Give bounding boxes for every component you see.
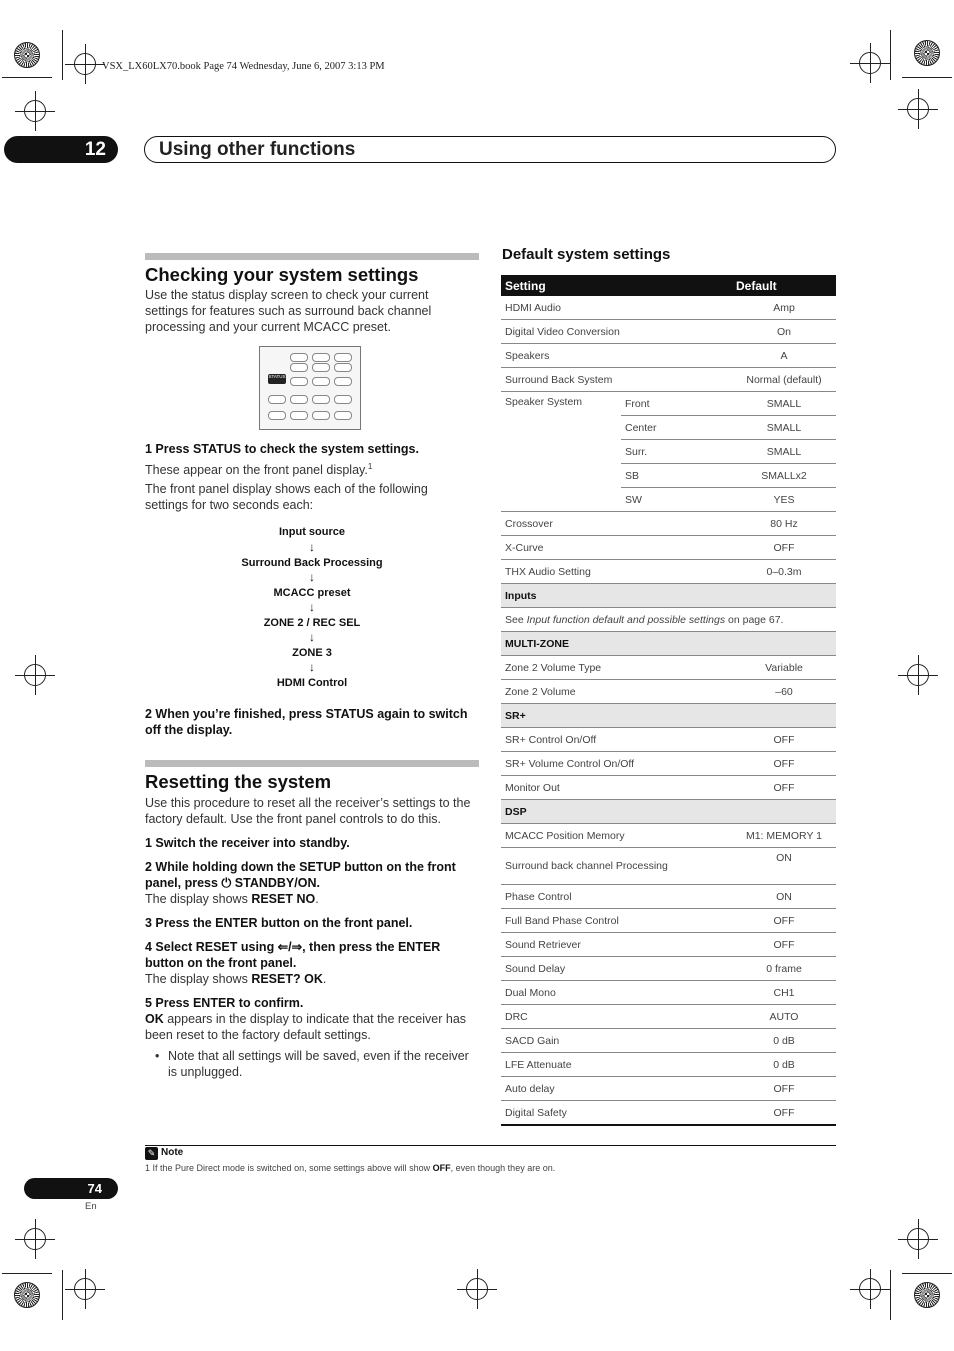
registration-sun-icon xyxy=(14,1282,40,1308)
bullet-icon: • xyxy=(155,1049,160,1063)
flow-item: Input source xyxy=(278,526,345,538)
pencil-note-icon: ✎ xyxy=(145,1147,158,1160)
reset-step-4: 4 Select RESET using ⇐/⇒, then press the ENTER button on the front panel. xyxy=(145,940,441,970)
section-row-multizone: MULTI-ZONE xyxy=(501,632,836,656)
table-row: Zone 2 Volume –60 xyxy=(501,680,836,704)
crosshair-icon xyxy=(24,1228,46,1250)
note-label: Note xyxy=(161,1147,184,1158)
table-row: SR+ Control On/Off OFF xyxy=(501,728,836,752)
note-divider xyxy=(145,1145,836,1146)
table-row: Speakers A xyxy=(501,344,836,368)
section-intro: Use the status display screen to check your current settings for features such as surround back channel processing and your current MCACC preset. xyxy=(145,288,432,334)
crosshair-icon xyxy=(859,52,881,74)
language-label: En xyxy=(85,1201,97,1212)
down-arrow-icon: ↓ xyxy=(309,660,315,674)
flow-item: ZONE 3 xyxy=(292,647,332,659)
flow-item: Surround Back Processing xyxy=(241,557,383,569)
crop-mark xyxy=(890,30,891,80)
down-arrow-icon: ↓ xyxy=(309,570,315,584)
crosshair-icon xyxy=(907,664,929,686)
reset-step-2-text: The display shows RESET NO. xyxy=(145,892,319,906)
crosshair-icon xyxy=(466,1278,488,1300)
crosshair-icon xyxy=(907,98,929,120)
table-row: DRC AUTO xyxy=(501,1005,836,1029)
crop-mark xyxy=(902,77,952,78)
flow-item: MCACC preset xyxy=(273,587,351,599)
crop-mark xyxy=(62,30,63,80)
table-row: Sound Delay 0 frame xyxy=(501,957,836,981)
crosshair-icon xyxy=(907,1228,929,1250)
flow-item: HDMI Control xyxy=(276,677,348,689)
crosshair-icon xyxy=(859,1278,881,1300)
registration-sun-icon xyxy=(914,1282,940,1308)
table-row: Sound Retriever OFF xyxy=(501,933,836,957)
table-row: MCACC Position Memory M1: MEMORY 1 xyxy=(501,824,836,848)
page-number: 74 xyxy=(24,1178,118,1199)
table-title: Default system settings xyxy=(502,246,671,263)
table-row: Zone 2 Volume Type Variable xyxy=(501,656,836,680)
table-row: HDMI Audio Amp xyxy=(501,296,836,320)
table-header xyxy=(501,275,836,296)
table-row: LFE Attenuate 0 dB xyxy=(501,1053,836,1077)
table-row: Digital Video Conversion On xyxy=(501,320,836,344)
crop-mark xyxy=(62,1270,63,1320)
section-row-inputs: Inputs xyxy=(501,584,836,608)
chapter-number: 12 xyxy=(4,136,118,163)
down-arrow-icon: ↓ xyxy=(309,540,315,554)
registration-sun-icon xyxy=(14,42,40,68)
section-title-checking: Checking your system settings xyxy=(145,264,419,285)
chapter-title: Using other functions xyxy=(144,136,836,163)
reset-step-3: 3 Press the ENTER button on the front panel. xyxy=(145,916,413,930)
table-row: Dual Mono CH1 xyxy=(501,981,836,1005)
section-row-dsp: DSP xyxy=(501,800,836,824)
table-row: Full Band Phase Control OFF xyxy=(501,909,836,933)
reset-step-5: 5 Press ENTER to confirm. xyxy=(145,996,304,1010)
step-2-heading: 2 When you’re finished, press STATUS again to switch off the display. xyxy=(145,707,468,737)
status-button-illustration: STATUS xyxy=(268,374,286,384)
reset-step-4-text: The display shows RESET? OK. xyxy=(145,972,327,986)
section-divider xyxy=(145,760,479,767)
step-1-text: These appear on the front panel display.$^1$ xyxy=(145,462,373,478)
table-row: X-Curve OFF xyxy=(501,536,836,560)
down-arrow-icon: ↓ xyxy=(309,630,315,644)
book-info-line: VSX_LX60LX70.book Page 74 Wednesday, June 6, 2007 3:13 PM xyxy=(102,61,385,72)
crosshair-icon xyxy=(74,53,96,75)
crosshair-icon xyxy=(74,1278,96,1300)
reset-step-5-text: OK appears in the display to indicate that the receiver has been reset to the factory default settings. xyxy=(145,1012,467,1042)
section-title-resetting: Resetting the system xyxy=(145,771,332,792)
step-1-text-2: The front panel display shows each of the following settings for two seconds each: xyxy=(145,482,428,512)
table-row: Surround Back System Normal (default) xyxy=(501,368,836,392)
table-row: Center SMALL xyxy=(501,416,836,440)
crosshair-icon xyxy=(24,100,46,122)
flow-item: ZONE 2 / REC SEL xyxy=(263,617,361,629)
section-row-srplus: SR+ xyxy=(501,704,836,728)
bullet-note: • Note that all settings will be saved, even if the receiver is unplugged. xyxy=(155,1049,469,1079)
table-row: Phase Control ON xyxy=(501,885,836,909)
step-1-heading: 1 Press STATUS to check the system settings. xyxy=(145,442,419,456)
section-divider xyxy=(145,253,479,260)
down-arrow-icon: ↓ xyxy=(309,600,315,614)
table-row: Surround back channel Processing ON xyxy=(501,848,836,885)
remote-control-illustration xyxy=(259,346,361,430)
default-settings-table xyxy=(501,275,836,1126)
table-row: SACD Gain 0 dB xyxy=(501,1029,836,1053)
table-row: SW YES xyxy=(501,488,836,512)
crosshair-icon xyxy=(24,664,46,686)
table-row: Crossover 80 Hz xyxy=(501,512,836,536)
table-row: Auto delay OFF xyxy=(501,1077,836,1101)
footnote-ref: 1 xyxy=(367,462,373,471)
table-row: Monitor Out OFF xyxy=(501,776,836,800)
header-default: Default xyxy=(732,275,836,296)
reset-step-2: 2 While holding down the SETUP button on the front panel, press ⏻ STANDBY/ON. xyxy=(145,860,456,890)
table-row: SR+ Volume Control On/Off OFF xyxy=(501,752,836,776)
table-row: See Input function default and possible settings on page 67. xyxy=(501,608,836,632)
footnote-text: 1 If the Pure Direct mode is switched on, some settings above will show OFF, even though they are on. xyxy=(145,1163,556,1173)
crop-mark xyxy=(902,1273,952,1274)
crop-mark xyxy=(2,1273,52,1274)
table-row: Surr. SMALL xyxy=(501,440,836,464)
table-row: SB SMALLx2 xyxy=(501,464,836,488)
header-setting: Setting xyxy=(501,275,732,296)
table-row: Speaker System Front SMALL xyxy=(501,392,836,416)
crop-mark xyxy=(2,77,52,78)
table-row: Digital Safety OFF xyxy=(501,1101,836,1126)
registration-sun-icon xyxy=(914,40,940,66)
section-intro: Use this procedure to reset all the receiver’s settings to the factory default. Use the front panel controls to do this. xyxy=(145,796,471,826)
table-row: THX Audio Setting 0–0.3m xyxy=(501,560,836,584)
crop-mark xyxy=(890,1270,891,1320)
reset-step-1: 1 Switch the receiver into standby. xyxy=(145,836,350,850)
